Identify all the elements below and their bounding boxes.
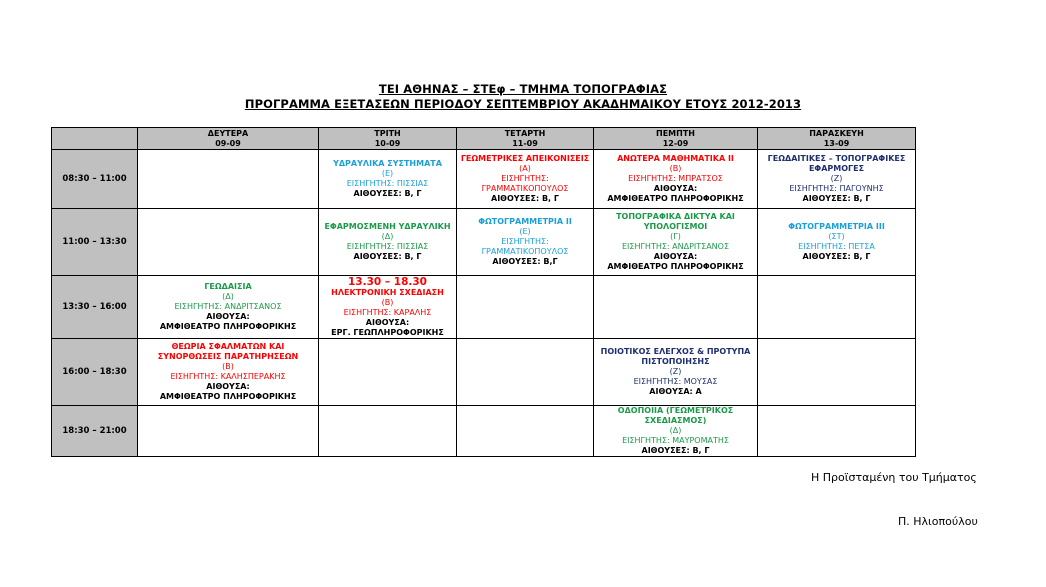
document-title: ΤΕΙ ΑΘΗΝΑΣ – ΣΤΕφ – ΤΜΗΜΑ ΤΟΠΟΓΡΑΦΙΑΣ [378, 82, 668, 96]
exam-cell: ΓΕΩΔΑΙΣΙΑ (Δ) ΕΙΣΗΓΗΤΗΣ: ΑΝΔΡΙΤΣΑΝΟΣ ΑΙΘΟΥΣΑ: ΑΜΦΙΘΕΑΤΡΟ ΠΛΗΡΟΦΟΡΙΚΗΣ [138, 276, 319, 339]
table-row [52, 150, 916, 209]
time-slot: 16:00 – 18:30 [52, 339, 138, 406]
signature-role: Η Προϊσταμένη του Τμήματος [811, 471, 977, 484]
exam-cell: ΦΩΤΟΓΡΑΜΜΕΤΡΙΑ ΙΙΙ (ΣΤ) ΕΙΣΗΓΗΤΗΣ: ΠΕΤΣΑ ΑΙΘΟΥΣΕΣ: Β, Γ [758, 209, 916, 276]
exam-cell: ΑΝΩΤΕΡΑ ΜΑΘΗΜΑΤΙΚΑ ΙΙ (Β) ΕΙΣΗΓΗΤΗΣ: ΜΠΡΑΤΣΟΣ ΑΙΘΟΥΣΑ: ΑΜΦΙΘΕΑΤΡΟ ΠΛΗΡΟΦΟΡΙΚΗΣ [594, 150, 758, 209]
table-row [52, 406, 916, 457]
signature-name: Π. Ηλιοπούλου [898, 515, 978, 528]
table-row [52, 339, 916, 406]
table-row [52, 209, 916, 276]
exam-cell-empty [138, 150, 319, 209]
time-slot: 11:00 – 13:30 [52, 209, 138, 276]
table-row [52, 276, 916, 339]
exam-cell-empty [319, 406, 457, 457]
exam-cell: ΦΩΤΟΓΡΑΜΜΕΤΡΙΑ ΙΙ (Ε) ΕΙΣΗΓΗΤΗΣ: ΓΡΑΜΜΑΤΙΚΟΠΟΥΛΟΣ ΑΙΘΟΥΣΕΣ: Β,Γ [457, 209, 594, 276]
exam-schedule-table [51, 127, 916, 457]
day-header-fri: ΠΑΡΑΣΚΕΥΗ 13-09 [758, 128, 916, 150]
exam-cell-empty [457, 339, 594, 406]
exam-cell-empty [758, 276, 916, 339]
exam-cell-empty [457, 276, 594, 339]
day-header-wed: ΤΕΤΑΡΤΗ 11-09 [457, 128, 594, 150]
day-header-thu: ΠΕΜΠΤΗ 12-09 [594, 128, 758, 150]
day-header-tue: ΤΡΙΤΗ 10-09 [319, 128, 457, 150]
corner-cell [52, 128, 138, 150]
exam-cell-empty [138, 209, 319, 276]
exam-cell: ΓΕΩΜΕΤΡΙΚΕΣ ΑΠΕΙΚΟΝΙΣΕΙΣ (Α) ΕΙΣΗΓΗΤΗΣ: ΓΡΑΜΜΑΤΙΚΟΠΟΥΛΟΣ ΑΙΘΟΥΣΕΣ: Β, Γ [457, 150, 594, 209]
time-slot: 18:30 – 21:00 [52, 406, 138, 457]
exam-cell: ΕΦΑΡΜΟΣΜΕΝΗ ΥΔΡΑΥΛΙΚΗ (Δ) ΕΙΣΗΓΗΤΗΣ: ΠΙΣΣΙΑΣ ΑΙΘΟΥΣΕΣ: Β, Γ [319, 209, 457, 276]
exam-cell: ΠΟΙΟΤΙΚΟΣ ΕΛΕΓΧΟΣ & ΠΡΟΤΥΠΑ ΠΙΣΤΟΠΟΙΗΣΗΣ (Ζ) ΕΙΣΗΓΗΤΗΣ: ΜΟΥΣΑΣ ΑΙΘΟΥΣΑ: Α [594, 339, 758, 406]
time-slot: 08:30 – 11:00 [52, 150, 138, 209]
exam-cell-empty [758, 339, 916, 406]
exam-cell: ΓΕΩΔΑΙΤΙΚΕΣ – ΤΟΠΟΓΡΑΦΙΚΕΣ ΕΦΑΡΜΟΓΕΣ (Ζ) ΕΙΣΗΓΗΤΗΣ: ΠΑΓΟΥΝΗΣ ΑΙΘΟΥΣΕΣ: Β, Γ [758, 150, 916, 209]
exam-cell: 13.30 – 18.30 ΗΛΕΚΤΡΟΝΙΚΗ ΣΧΕΔΙΑΣΗ (Β) ΕΙΣΗΓΗΤΗΣ: ΚΑΡΑΛΗΣ ΑΙΘΟΥΣΑ: ΕΡΓ. ΓΕΩΠΛΗΡΟΦΟΡΙΚΗΣ [319, 276, 457, 339]
exam-cell: ΥΔΡΑΥΛΙΚΑ ΣΥΣΤΗΜΑΤΑ (Ε) ΕΙΣΗΓΗΤΗΣ: ΠΙΣΣΙΑΣ ΑΙΘΟΥΣΕΣ: Β, Γ [319, 150, 457, 209]
exam-cell: ΘΕΩΡΙΑ ΣΦΑΛΜΑΤΩΝ ΚΑΙ ΣΥΝΟΡΘΩΣΕΙΣ ΠΑΡΑΤΗΡΗΣΕΩΝ (Β) ΕΙΣΗΓΗΤΗΣ: ΚΑΛΗΣΠΕΡΑΚΗΣ ΑΙΘΟΥΣΑ: ΑΜΦΙΘΕΑΤΡΟ ΠΛΗΡΟΦΟΡΙΚΗΣ [138, 339, 319, 406]
exam-cell-empty [594, 276, 758, 339]
exam-cell-empty [138, 406, 319, 457]
exam-cell-empty [758, 406, 916, 457]
exam-cell-empty [319, 339, 457, 406]
time-slot: 13:30 – 16:00 [52, 276, 138, 339]
exam-cell-empty [457, 406, 594, 457]
exam-cell: ΤΟΠΟΓΡΑΦΙΚΑ ΔΙΚΤΥΑ ΚΑΙ ΥΠΟΛΟΓΙΣΜΟΙ (Γ) ΕΙΣΗΓΗΤΗΣ: ΑΝΔΡΙΤΣΑΝΟΣ ΑΙΘΟΥΣΑ: ΑΜΦΙΘΕΑΤΡΟ ΠΛΗΡΟΦΟΡΙΚΗΣ [594, 209, 758, 276]
exam-cell: ΟΔΟΠΟΙΙΑ (ΓΕΩΜΕΤΡΙΚΟΣ ΣΧΕΔΙΑΣΜΟΣ) (Δ) ΕΙΣΗΓΗΤΗΣ: ΜΑΥΡΟΜΑΤΗΣ ΑΙΘΟΥΣΕΣ: Β, Γ [594, 406, 758, 457]
header-row [52, 128, 916, 150]
document-subtitle: ΠΡΟΓΡΑΜΜΑ ΕΞΕΤΑΣΕΩΝ ΠΕΡΙΟΔΟΥ ΣΕΠΤΕΜΒΡΙΟΥ ΑΚΑΔΗΜΑΙΚΟΥ ΕΤΟΥΣ 2012-2013 [244, 97, 802, 111]
day-header-mon: ΔΕΥΤΕΡΑ 09-09 [138, 128, 319, 150]
